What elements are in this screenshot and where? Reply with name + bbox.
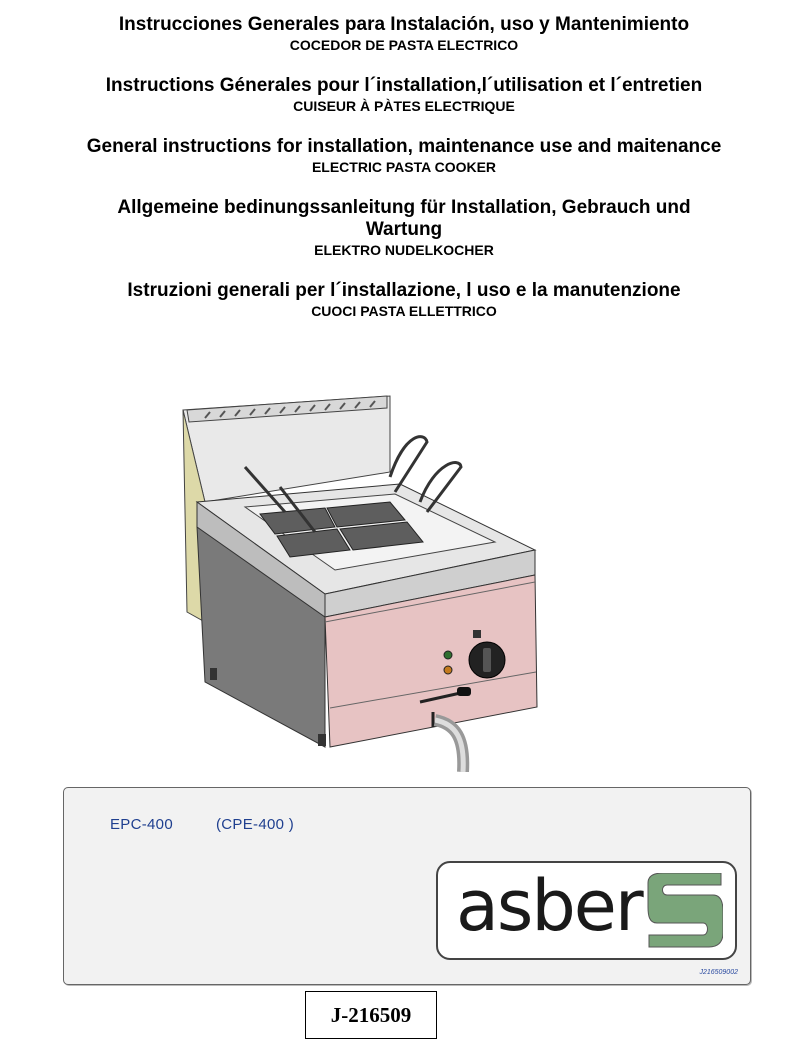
indicator-light-orange <box>444 666 452 674</box>
title-block <box>0 14 808 341</box>
title-de: Allgemeine bedinungssanleitung für Installation, Gebrauch und Wartung <box>117 197 691 240</box>
document-reference: J-216509 <box>305 991 437 1039</box>
indicator-light-green <box>444 651 452 659</box>
title-group-fr <box>0 75 808 115</box>
brand-logo <box>436 861 737 960</box>
title-group-de <box>0 197 808 259</box>
model-panel <box>63 787 751 985</box>
brand-mark-icon <box>643 873 723 948</box>
brand-name: asber <box>456 865 642 947</box>
model-code: EPC-400 <box>110 816 173 833</box>
title-group-es <box>0 14 808 54</box>
title-es: Instrucciones Generales para Instalación, uso y Mantenimiento <box>118 14 690 35</box>
pasta-cooker-illustration <box>165 372 585 772</box>
title-it: Istruzioni generali per l´installazione, l uso e la manutenzione <box>127 280 681 301</box>
subtitle-de: ELEKTRO NUDELKOCHER <box>314 242 494 258</box>
model-alt-code: (CPE-400 ) <box>216 816 295 833</box>
subtitle-it: CUOCI PASTA ELLETTRICO <box>311 303 497 319</box>
title-fr: Instructions Génerales pour l´installation,l´utilisation et l´entretien <box>105 75 703 96</box>
subtitle-es: COCEDOR DE PASTA ELECTRICO <box>289 37 519 53</box>
drawing-code: J216509002 <box>699 969 738 976</box>
title-group-it <box>0 280 808 320</box>
title-en: General instructions for installation, maintenance use and maitenance <box>86 136 722 157</box>
subtitle-fr: CUISEUR À PÀTES ELECTRIQUE <box>293 98 515 114</box>
subtitle-en: ELECTRIC PASTA COOKER <box>311 159 497 175</box>
title-group-en <box>0 136 808 176</box>
